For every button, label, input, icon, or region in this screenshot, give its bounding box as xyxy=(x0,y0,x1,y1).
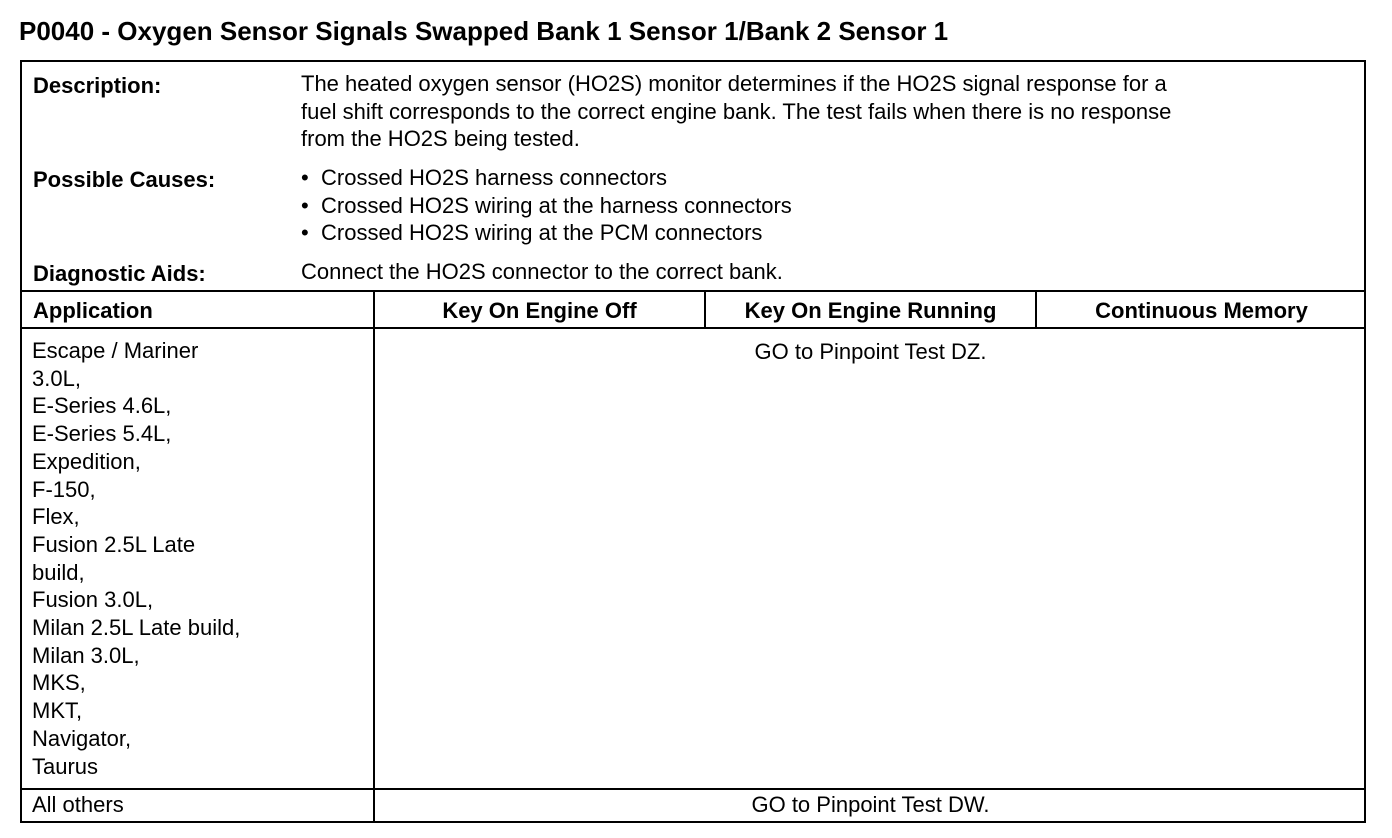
application-item: E-Series 5.4L, xyxy=(32,421,172,447)
application-item: Milan 2.5L Late build, xyxy=(32,615,241,641)
description-text xyxy=(301,70,1171,153)
column-divider xyxy=(373,290,375,821)
application-item: MKS, xyxy=(32,670,86,696)
divider xyxy=(22,290,1364,292)
application-item: Expedition, xyxy=(32,448,141,474)
application-list xyxy=(32,337,240,780)
cause-item: • Crossed HO2S harness connectors xyxy=(301,164,792,192)
cause-item: • Crossed HO2S wiring at the harness connectors xyxy=(301,192,792,220)
application-item: MKT, xyxy=(32,698,83,724)
application-item: E-Series 4.6L, xyxy=(32,393,172,419)
description-label: Description: xyxy=(33,73,162,98)
application-item-all-others: All others xyxy=(32,792,124,817)
application-item: Escape / Mariner xyxy=(32,338,199,363)
application-item: build, xyxy=(32,559,85,585)
dtc-table xyxy=(20,60,1366,823)
application-item: F-150, xyxy=(32,476,96,502)
application-item: Fusion 2.5L Late xyxy=(32,531,196,557)
pinpoint-test-dw: GO to Pinpoint Test DW. xyxy=(751,792,990,817)
column-header-koeo: Key On Engine Off xyxy=(442,297,637,323)
diagnostic-aids-text: Connect the HO2S connector to the correct bank. xyxy=(301,259,783,284)
page-title: P0040 - Oxygen Sensor Signals Swapped Bank 1 Sensor 1/Bank 2 Sensor 1 xyxy=(19,16,949,46)
description-line: The heated oxygen sensor (HO2S) monitor determines if the HO2S signal response for a xyxy=(301,71,1167,96)
divider xyxy=(22,788,1364,790)
application-item: Milan 3.0L, xyxy=(32,642,140,668)
divider xyxy=(22,327,1364,329)
application-item: Fusion 3.0L, xyxy=(32,587,154,613)
diagnostic-aids-label: Diagnostic Aids: xyxy=(33,261,206,286)
application-item: Flex, xyxy=(32,504,80,530)
column-header-koer: Key On Engine Running xyxy=(744,297,997,323)
pinpoint-test-dz: GO to Pinpoint Test DZ. xyxy=(754,339,987,364)
application-item: 3.0L, xyxy=(32,365,81,391)
description-line: fuel shift corresponds to the correct engine bank. The test fails when there is no response xyxy=(301,98,1172,124)
possible-causes-label: Possible Causes: xyxy=(33,167,216,192)
column-header-application: Application xyxy=(33,297,153,323)
cause-item: • Crossed HO2S wiring at the PCM connectors xyxy=(301,219,792,247)
possible-causes-list xyxy=(301,164,792,247)
description-line: from the HO2S being tested. xyxy=(301,126,580,151)
column-header-continuous-memory: Continuous Memory xyxy=(1095,297,1308,323)
application-item: Navigator, xyxy=(32,725,132,751)
application-item: Taurus xyxy=(32,753,99,779)
